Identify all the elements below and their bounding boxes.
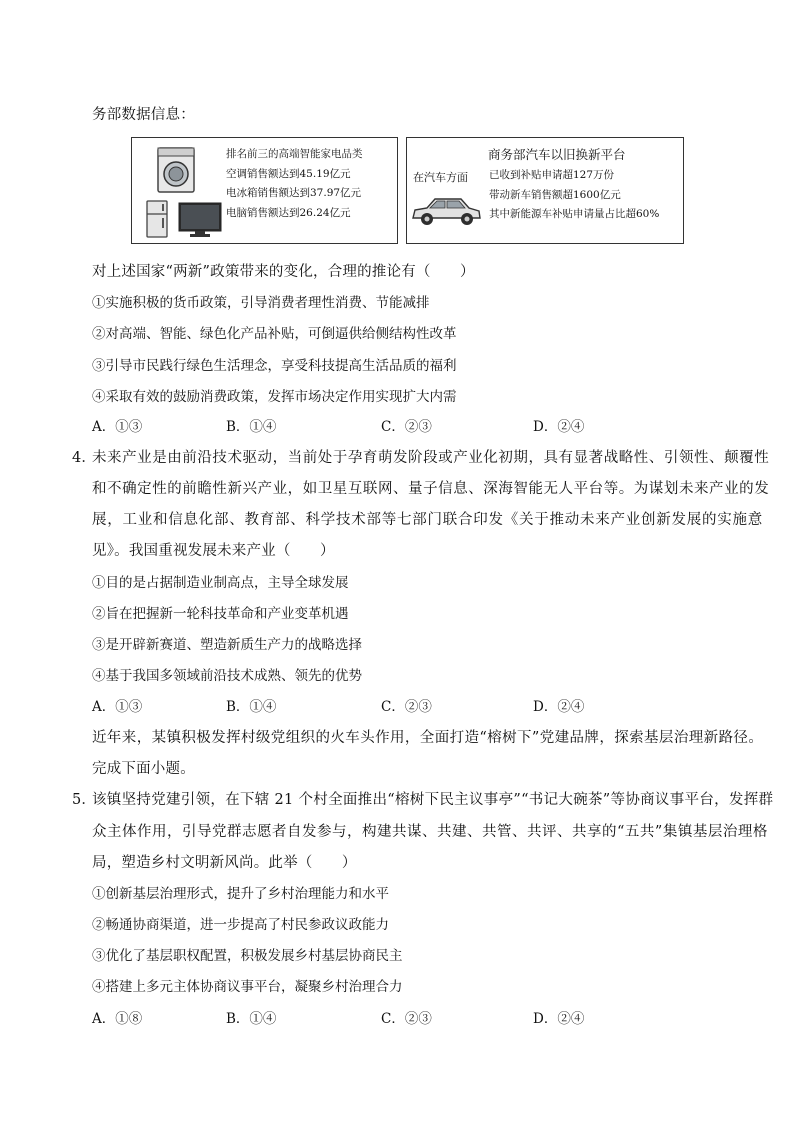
q4-option-2: ②旨在把握新一轮科技革命和产业变革机遇 bbox=[92, 606, 349, 622]
q4-line-3: 展，工业和信息化部、教育部、科学技术部等七部门联合印发《关于推动未来产业创新发展的实施意 bbox=[92, 512, 763, 528]
q4-option-1: ①目的是占据制造业制高点，主导全球发展 bbox=[92, 575, 349, 591]
q4-line-1: 未来产业是由前沿技术驱动，当前处于孕育萌发阶段或产业化初期，具有显著战略性、引领性、颠覆性 bbox=[92, 450, 770, 466]
q5-line-3: 局，塑造乡村文明新风尚。此举（ ） bbox=[92, 855, 357, 871]
car-box-side-label: 在汽车方面 bbox=[413, 171, 468, 184]
q5-option-2: ②畅通协商渠道，进一步提高了村民参政议政能力 bbox=[92, 917, 389, 933]
q3-option-4: ④采取有效的鼓励消费政策，发挥市场决定作用实现扩大内需 bbox=[92, 389, 457, 405]
q5-answer-c[interactable]: C．②③ bbox=[381, 1011, 432, 1027]
q3-option-1: ①实施积极的货币政策，引导消费者理性消费、节能减排 bbox=[92, 295, 430, 311]
monitor-icon bbox=[178, 202, 222, 238]
q3-answer-b[interactable]: B．①④ bbox=[226, 419, 277, 435]
passage-line-1: 近年来，某镇积极发挥村级党组织的火车头作用，全面打造“榕树下”党建品牌，探索基层治理新路径。 bbox=[92, 730, 764, 746]
appliance-line-4: 电脑销售额达到26.24亿元 bbox=[226, 206, 351, 219]
q5-option-3: ③优化了基层职权配置，积极发展乡村基层协商民主 bbox=[92, 948, 403, 964]
q4-line-4: 见》。我国重视发展未来产业（ ） bbox=[92, 543, 335, 559]
q5-number: 5． bbox=[72, 792, 97, 808]
q5-answer-a[interactable]: A．①⑧ bbox=[92, 1011, 143, 1027]
q5-option-1: ①创新基层治理形式，提升了乡村治理能力和水平 bbox=[92, 886, 389, 902]
q3-option-2: ②对高端、智能、绿色化产品补贴，可倒逼供给侧结构性改革 bbox=[92, 326, 457, 342]
car-line-3: 其中新能源车补贴申请量占比超60% bbox=[489, 208, 660, 220]
refrigerator-icon bbox=[146, 200, 168, 238]
q3-option-3: ③引导市民践行绿色生活理念，享受科技提高生活品质的福利 bbox=[92, 358, 457, 374]
car-line-2: 带动新车销售额超1600亿元 bbox=[489, 188, 621, 201]
appliance-line-2: 空调销售额达到45.19亿元 bbox=[226, 167, 351, 180]
intro-line: 务部数据信息： bbox=[92, 107, 195, 123]
q5-answer-d[interactable]: D．②④ bbox=[533, 1011, 585, 1027]
q5-option-4: ④搭建上多元主体协商议事平台，凝聚乡村治理合力 bbox=[92, 979, 403, 995]
appliance-line-1: 排名前三的高端智能家电品类 bbox=[226, 148, 363, 160]
info-box-car-trade-in bbox=[406, 137, 684, 244]
q5-line-2: 众主体作用，引导党群志愿者自发参与，构建共谋、共建、共管、共评、共享的“五共”集镇基层治理格 bbox=[92, 824, 768, 840]
q3-stem: 对上述国家“两新”政策带来的变化，合理的推论有（ ） bbox=[92, 264, 475, 280]
passage-line-2: 完成下面小题。 bbox=[92, 761, 195, 777]
q4-answer-d[interactable]: D．②④ bbox=[533, 699, 585, 715]
q5-answer-b[interactable]: B．①④ bbox=[226, 1011, 277, 1027]
car-line-1: 已收到补贴申请超127万份 bbox=[489, 169, 615, 181]
q4-number: 4． bbox=[72, 450, 97, 466]
q4-option-4: ④基于我国多领域前沿技术成熟、领先的优势 bbox=[92, 668, 362, 684]
info-box-appliances bbox=[131, 137, 398, 244]
appliance-line-3: 电冰箱销售额达到37.97亿元 bbox=[226, 187, 362, 199]
q4-line-2: 和不确定性的前瞻性新兴产业，如卫星互联网、量子信息、深海智能无人平台等。为谋划未来产业的发 bbox=[92, 481, 770, 497]
car-box-title: 商务部汽车以旧换新平台 bbox=[488, 147, 626, 162]
q3-answer-d[interactable]: D．②④ bbox=[533, 419, 585, 435]
q3-answer-a[interactable]: A．①③ bbox=[92, 419, 143, 435]
q4-answer-a[interactable]: A．①③ bbox=[92, 699, 143, 715]
q4-answer-c[interactable]: C．②③ bbox=[381, 699, 432, 715]
washing-machine-icon bbox=[156, 146, 196, 194]
car-icon bbox=[409, 194, 483, 228]
q5-line-1: 该镇坚持党建引领，在下辖 21 个村全面推出“榕树下民主议事亭”“书记大碗茶”等协商议事平台，发挥群 bbox=[92, 792, 774, 808]
q3-answer-c[interactable]: C．②③ bbox=[381, 419, 432, 435]
q4-option-3: ③是开辟新赛道、塑造新质生产力的战略选择 bbox=[92, 637, 362, 653]
q4-answer-b[interactable]: B．①④ bbox=[226, 699, 277, 715]
